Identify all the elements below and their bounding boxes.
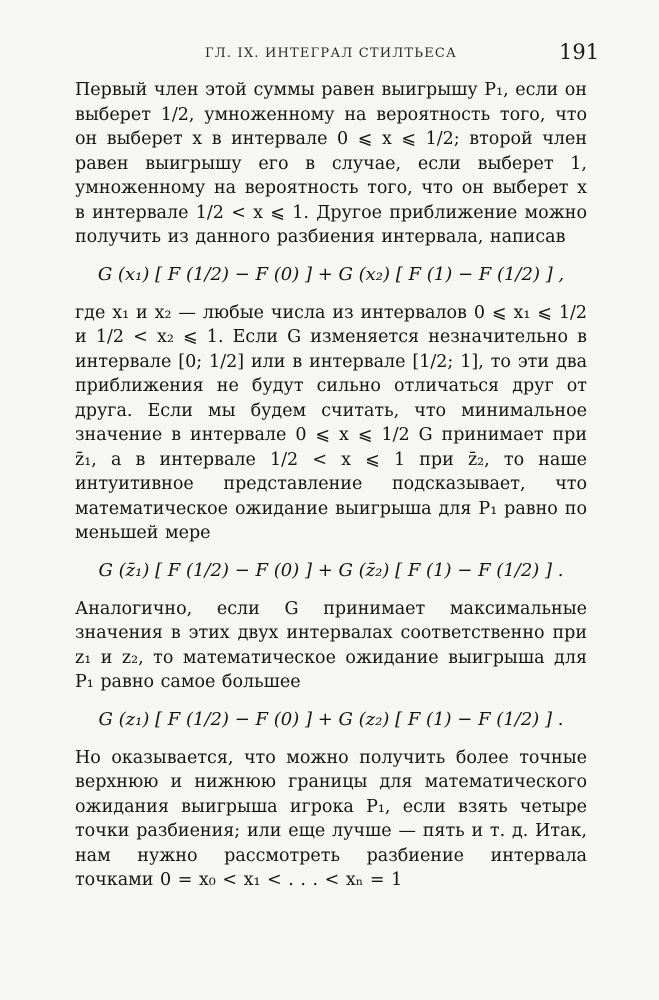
page-header — [0, 40, 659, 70]
paragraph-1: Первый член этой суммы равен выигрышу P₁, если он выберет 1/2, умноженному на вероятность того, что он выберет x в интервале 0 ⩽ x ⩽ 1/2; второй член равен выигрышу его в случае, если выберет 1, умноженному на вероятность того, что он выберет x в интервале 1/2 < x ⩽ 1. Другое приближение можно получить из данного разбиения интервала, написав — [75, 80, 587, 247]
paragraph-4: Но оказывается, что можно получить более точные верхнюю и нижнюю границы для математического ожидания выигрыша игрока P₁, если взять четыре точки разбиения; или еще лучше — пять и т. д. Итак, нам нужно рассмотреть разбиение интервала точками 0 = x₀ < x₁ < . . . < xₙ = 1 — [75, 747, 587, 890]
page-number: 191 — [559, 40, 600, 64]
running-title: ГЛ. IX. ИНТЕГРАЛ СТИЛТЬЕСА — [205, 46, 458, 61]
formula-3: G (z₁) [ F (1/2) − F (0) ] + G (z₂) [ F (1) − F (1/2) ] . — [98, 708, 564, 730]
paragraph-2: где x₁ и x₂ — любые числа из интервалов 0 ⩽ x₁ ⩽ 1/2 и 1/2 < x₂ ⩽ 1. Если G изменяется незначительно в интервале [0; 1/2] или в интервале [1/2; 1], то эти два приближения не будут сильно отличаться друг от друга. Если мы будем считать, что минимальное значение в интервале 0 ⩽ x ⩽ 1/2 G принимает при z̄₁, а в интервале 1/2 < x ⩽ 1 при z̄₂, то наше интуитивное представление подсказывает, что математическое ожидание выигрыша для P₁ равно по меньшей мере — [75, 302, 587, 543]
formula-1: G (x₁) [ F (1/2) − F (0) ] + G (x₂) [ F (1) − F (1/2) ] , — [97, 263, 565, 285]
paragraph-3: Аналогично, если G принимает максимальные значения в этих двух интервалах соответственно при z₁ и z₂, то математическое ожидание выигрыша для P₁ равно самое большее — [75, 598, 587, 692]
page-body — [75, 78, 587, 893]
formula-2: G (z̄₁) [ F (1/2) − F (0) ] + G (z̄₂) [ F (1) − F (1/2) ] . — [98, 559, 564, 581]
